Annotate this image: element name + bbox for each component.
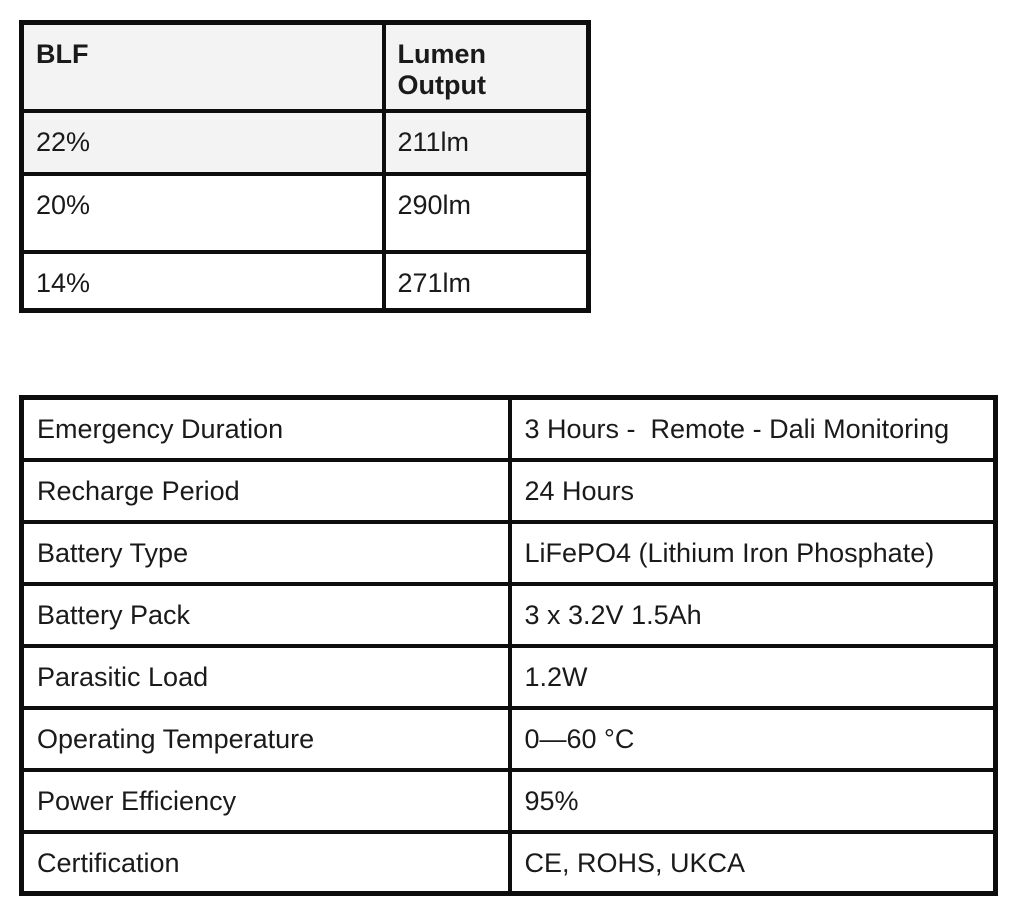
spec-value-cell: 95% <box>510 770 996 832</box>
lumen-value-cell: 211lm <box>384 111 589 174</box>
spec-value-cell: 1.2W <box>510 646 996 708</box>
spec-label-cell: Operating Temperature <box>22 708 510 770</box>
table-row <box>22 460 996 522</box>
blf-value-cell: 20% <box>22 174 384 252</box>
spec-label-cell: Emergency Duration <box>22 398 510 460</box>
blf-value-cell: 14% <box>22 252 384 310</box>
spec-label-cell: Certification <box>22 832 510 894</box>
table-row <box>22 398 996 460</box>
spec-value-cell: 0—60 °C <box>510 708 996 770</box>
spec-value-cell: 3 x 3.2V 1.5Ah <box>510 584 996 646</box>
blf-value-cell: 22% <box>22 111 384 174</box>
spec-label-cell: Battery Type <box>22 522 510 584</box>
spec-label-cell: Parasitic Load <box>22 646 510 708</box>
spec-label-cell: Battery Pack <box>22 584 510 646</box>
table-row <box>22 174 589 252</box>
spec-label-cell: Recharge Period <box>22 460 510 522</box>
spec-table <box>19 395 998 896</box>
spec-label-cell: Power Efficiency <box>22 770 510 832</box>
lumen-table-header-row <box>22 23 589 112</box>
header-cell-blf: BLF <box>22 23 384 112</box>
table-row <box>22 584 996 646</box>
spec-value-cell: 3 Hours - Remote - Dali Monitoring <box>510 398 996 460</box>
table-row <box>22 708 996 770</box>
spec-value-cell: CE, ROHS, UKCA <box>510 832 996 894</box>
table-row <box>22 252 589 310</box>
lumen-output-table <box>19 20 591 313</box>
lumen-value-cell: 271lm <box>384 252 589 310</box>
table-row <box>22 646 996 708</box>
table-row <box>22 111 589 174</box>
spec-value-cell: 24 Hours <box>510 460 996 522</box>
table-row <box>22 832 996 894</box>
lumen-value-cell: 290lm <box>384 174 589 252</box>
table-row <box>22 770 996 832</box>
spec-value-cell: LiFePO4 (Lithium Iron Phosphate) <box>510 522 996 584</box>
header-cell-lumen-output: Lumen Output <box>384 23 589 112</box>
table-row <box>22 522 996 584</box>
